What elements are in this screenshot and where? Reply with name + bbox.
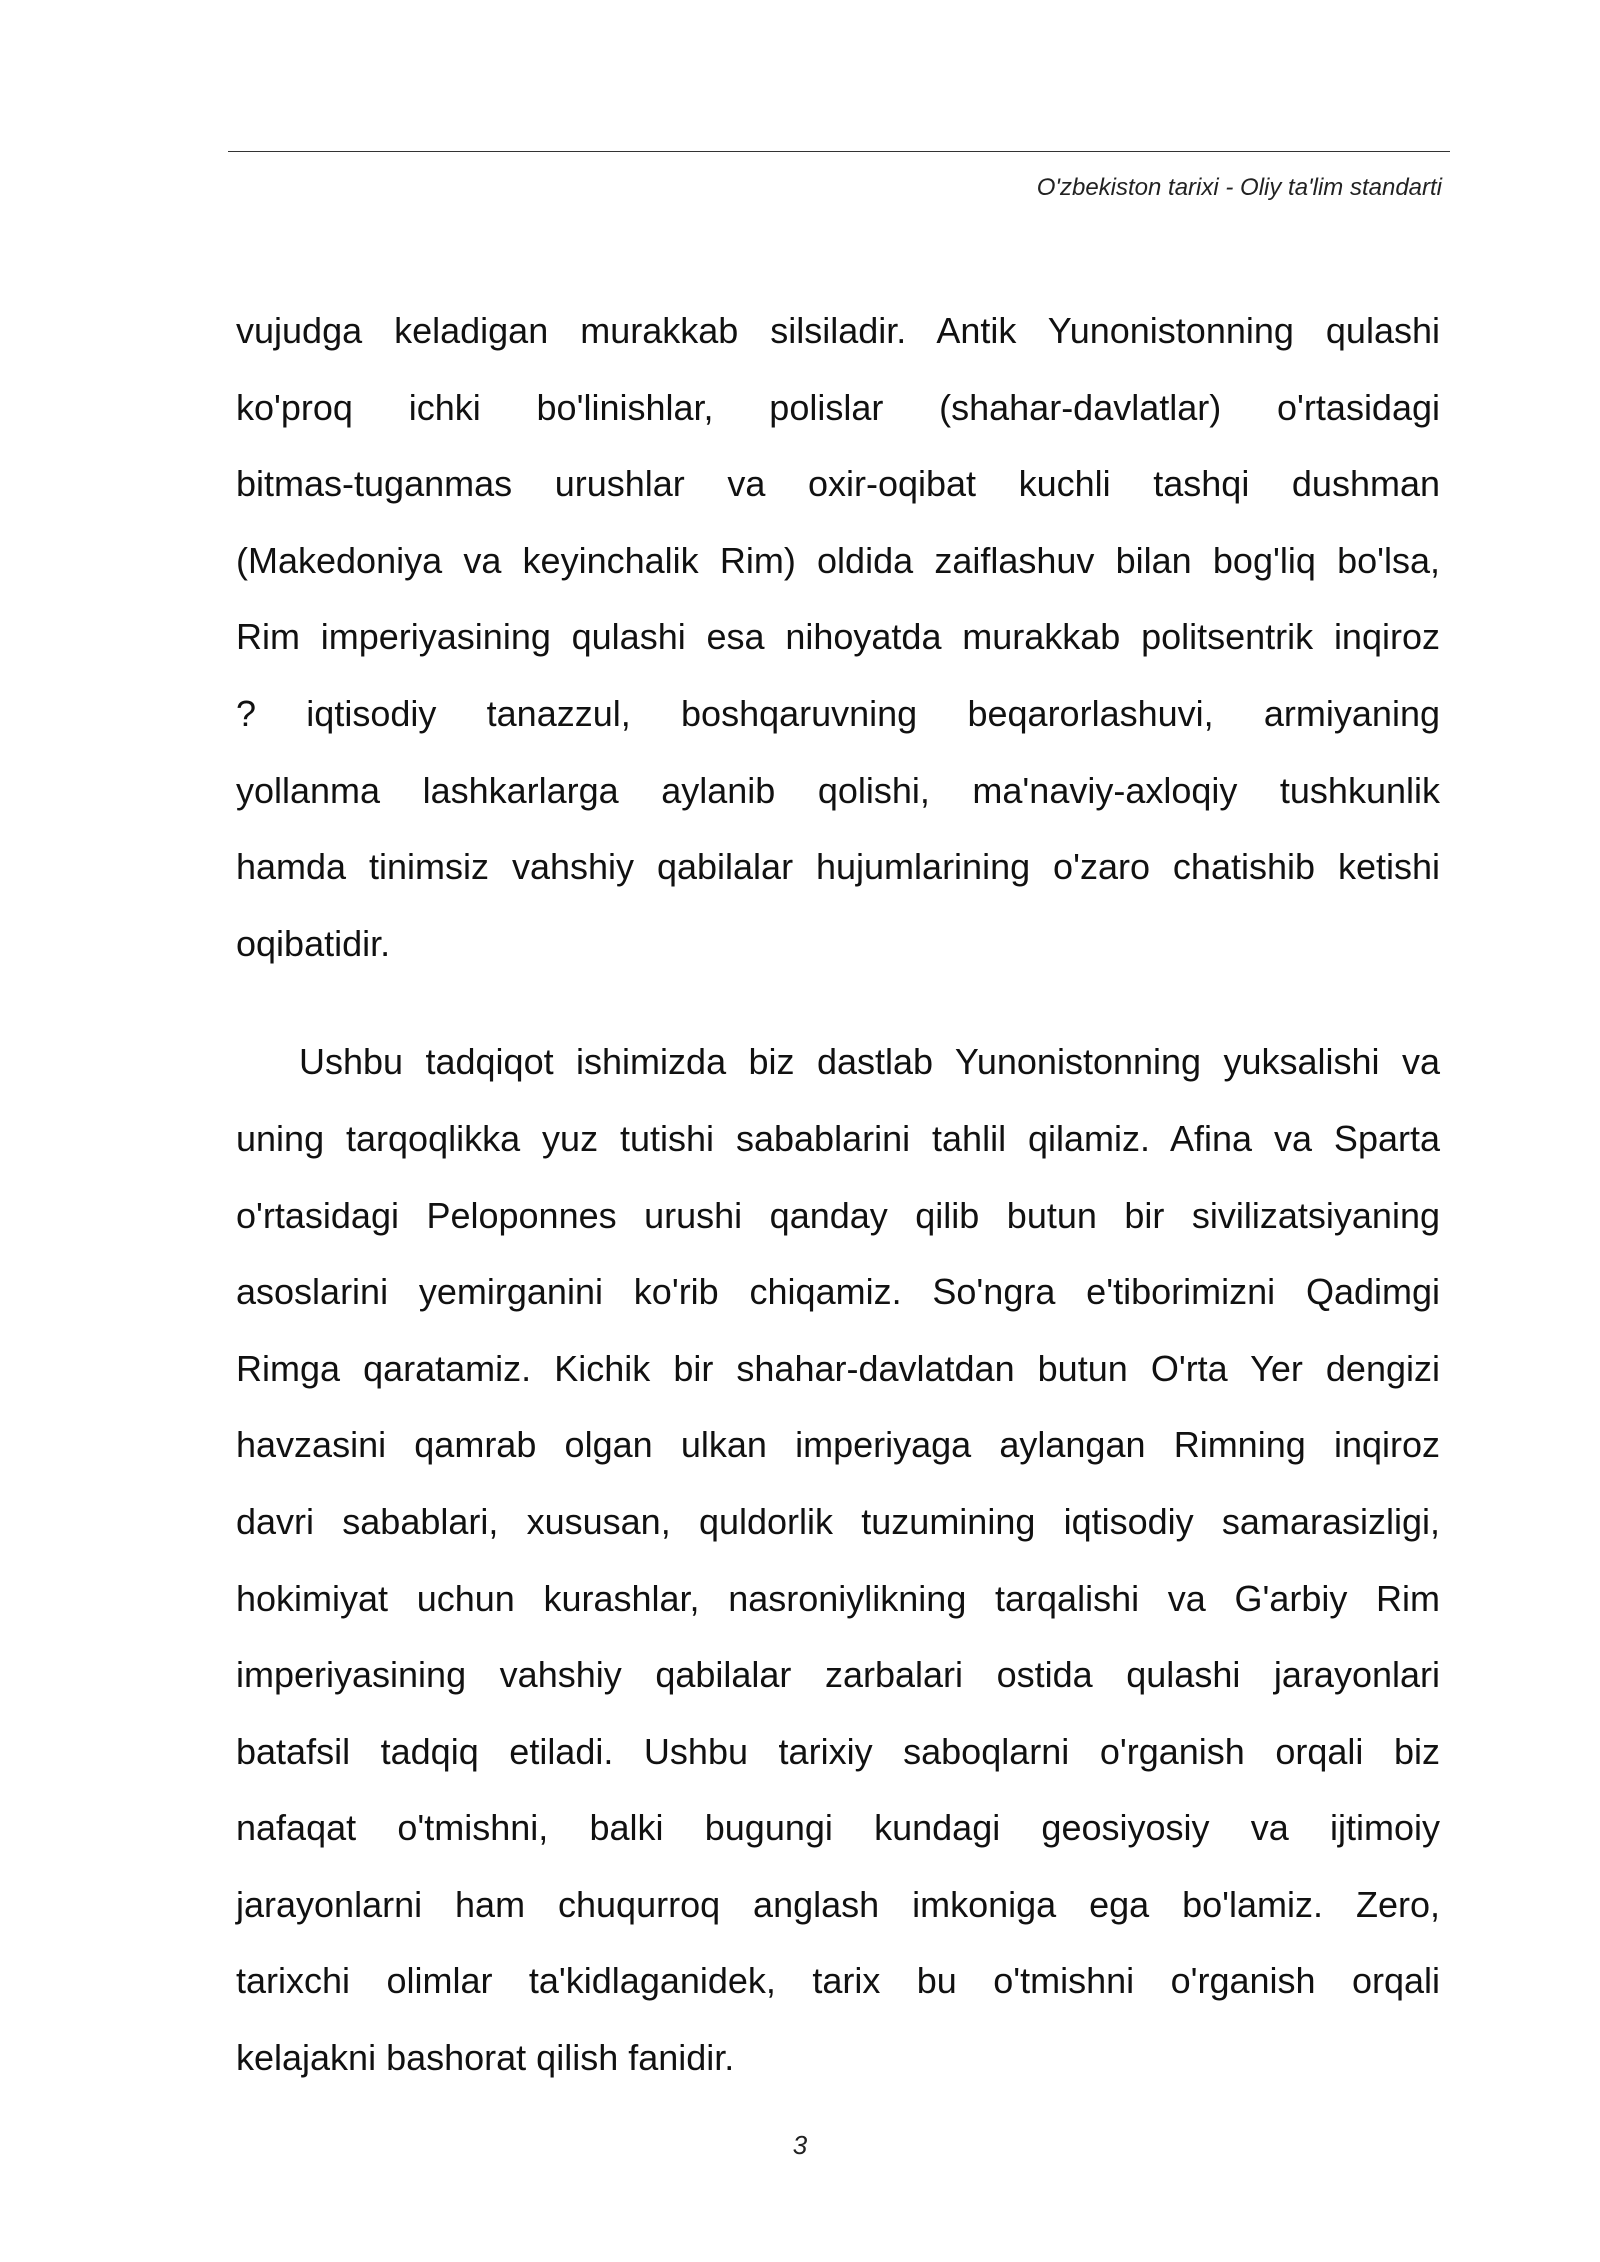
paragraph-2 [236, 1024, 1440, 2096]
page-number: 3 [792, 2130, 808, 2160]
running-header: O'zbekiston tarixi - Oliy ta'lim standarti [1036, 174, 1442, 201]
text-line: vujudga keladigan murakkab silsiladir. Antik Yunonistonning qulashi [236, 310, 1440, 351]
text-line: oqibatidir. [236, 922, 391, 964]
text-line: uning tarqoqlikka yuz tutishi sabablarini tahlil qilamiz. Afina va Sparta [236, 1117, 1440, 1159]
text-line: o'rtasidagi Peloponnes urushi qanday qilib butun bir sivilizatsiyaning [236, 1194, 1440, 1236]
text-line: yollanma lashkarlarga aylanib qolishi, ma'naviy-axloqiy tushkunlik [236, 769, 1440, 811]
text-line: hokimiyat uchun kurashlar, nasroniylikning tarqalishi va G'arbiy Rim [236, 1577, 1440, 1619]
header-rule [228, 151, 1450, 152]
text-line: davri sabablari, xususan, quldorlik tuzumining iqtisodiy samarasizligi, [236, 1500, 1440, 1542]
text-line: batafsil tadqiq etiladi. Ushbu tarixiy saboqlarni o'rganish orqali biz [236, 1730, 1440, 1772]
text-line: jarayonlarni ham chuqurroq anglash imkoniga ega bo'lamiz. Zero, [236, 1883, 1440, 1925]
paragraph-gap [236, 982, 1440, 1024]
text-line: bitmas-tuganmas urushlar va oxir-oqibat kuchli tashqi dushman [236, 463, 1440, 505]
text-line: asoslarini yemirganini ko'rib chiqamiz. So'ngra e'tiborimizni Qadimgi [236, 1271, 1440, 1313]
text-line: Rim imperiyasining qulashi esa nihoyatda murakkab politsentrik inqiroz [236, 616, 1440, 658]
body-text [236, 293, 1440, 2097]
text-line: hamda tinimsiz vahshiy qabilalar hujumlarining o'zaro chatishib ketishi [236, 846, 1440, 888]
text-line: Rimga qaratamiz. Kichik bir shahar-davlatdan butun O'rta Yer dengizi [236, 1347, 1440, 1389]
text-line: Ushbu tadqiqot ishimizda biz dastlab Yunonistonning yuksalishi va [299, 1041, 1440, 1083]
text-line: imperiyasining vahshiy qabilalar zarbalari ostida qulashi jarayonlari [236, 1654, 1440, 1696]
text-line: ? iqtisodiy tanazzul, boshqaruvning beqarorlashuvi, armiyaning [236, 692, 1440, 734]
text-line: tarixchi olimlar ta'kidlaganidek, tarix bu o'tmishni o'rganish orqali [236, 1960, 1440, 2002]
text-line: ko'proq ichki bo'linishlar, polislar (shahar-davlatlar) o'rtasidagi [236, 386, 1440, 428]
text-line: nafaqat o'tmishni, balki bugungi kundagi geosiyosiy va ijtimoiy [236, 1807, 1440, 1849]
text-line: kelajakni bashorat qilish fanidir. [236, 2037, 735, 2079]
text-line: havzasini qamrab olgan ulkan imperiyaga aylangan Rimning inqiroz [236, 1424, 1440, 1466]
text-line: (Makedoniya va keyinchalik Rim) oldida zaiflashuv bilan bog'liq bo'lsa, [236, 539, 1440, 581]
paragraph-1 [236, 293, 1440, 982]
